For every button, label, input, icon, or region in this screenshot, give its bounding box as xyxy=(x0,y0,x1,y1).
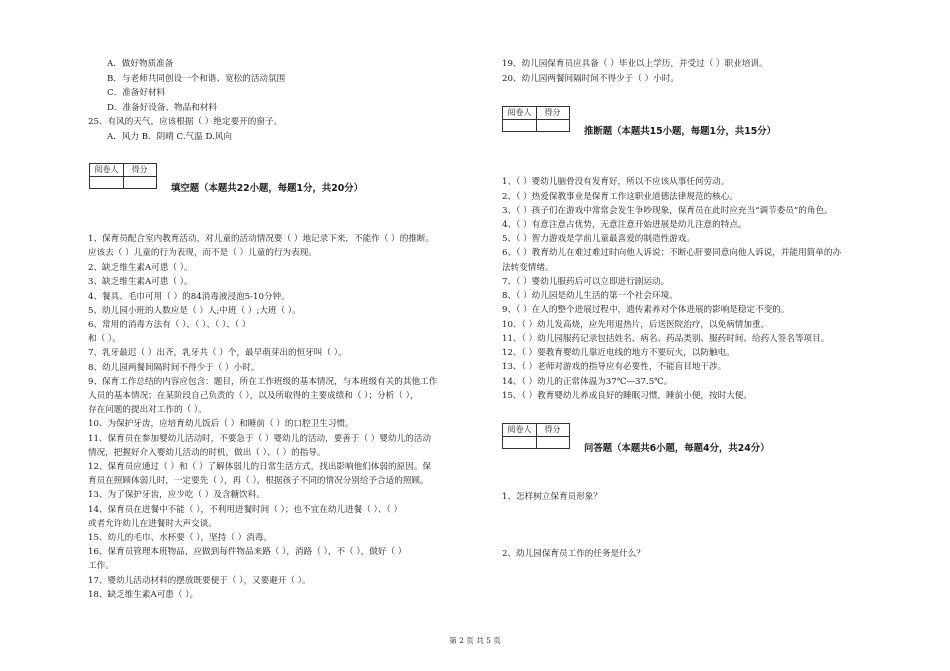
question-25: 25、有风的天气，应该根据（ ）绝定要开的窗子。 xyxy=(88,117,283,127)
list-item: 10、为保护牙齿，应培育幼儿饭后（ ）和睡前（ ）的口腔卫生习惯。 xyxy=(88,419,354,429)
list-item: 人员的基本情况；在某阶段自己负责的（ ），以及所取得的主要成绩和（ ）；分析（ ）， xyxy=(88,391,419,401)
list-item: 1、保育员配合室内教育活动，对儿童的活动情况要（ ）地记录下来，不能作（ ）的推断。 xyxy=(88,234,435,244)
list-item: 7、乳牙最迟（ ）出齐，乳牙共（ ）个，最早萌芽出的恒牙叫（ ）。 xyxy=(88,348,347,358)
list-item: 3、（ ）孩子们在游戏中常常会发生争吵现象，保育员在此时应充当“调节委员”的角色。 xyxy=(502,206,833,216)
section-title-fill-in: 填空题（本题共22小题，每题1分，共20分） xyxy=(171,183,363,194)
list-item: 育员在照顾体弱儿时，一定要先（ ），再（ ），根据孩子不同的情况分别给予合适的照顾。 xyxy=(88,476,429,486)
section-title-qa: 问答题（本题共6小题，每题4分，共24分） xyxy=(584,443,770,454)
list-item: 14、保育员在进餐中不能（ ），不利用进餐时间（ ）；也不宜在幼儿进餐（ ）、（ ） xyxy=(88,505,403,515)
score-box-label-grader: 阅卷人 xyxy=(507,425,532,434)
list-item: 5、幼儿园小班的人数应是（ ）人;中班（ ）;大班（ ）。 xyxy=(88,306,301,316)
score-box-fill xyxy=(89,163,157,189)
list-item: 应该去（ ）儿童的行为表现，而不是（ ）儿童的行为表现。 xyxy=(88,248,317,258)
section-title-judge: 推断题（本题共15小题，每题1分，共15分） xyxy=(584,126,776,137)
score-box-label-score: 得分 xyxy=(131,165,148,174)
list-item: 10、（ ）幼儿发高烧，应先用退热片，后送医院治疗，以免病情加重。 xyxy=(502,320,770,330)
list-item: 和（ ）。 xyxy=(88,334,121,344)
score-box-label-score: 得分 xyxy=(544,425,561,434)
list-item: 或者允许幼儿在进餐时大声交谈。 xyxy=(88,519,217,529)
list-item: 15、幼儿的毛巾、水杯要（ ），坚持（ ）消毒。 xyxy=(88,533,272,543)
list-item: 12、（ ）要教育婴幼儿靠近电线的地方不要玩火，以防触电。 xyxy=(502,348,735,358)
question-25-options: A．风力 B．阴晴 C.气温 D.风向 xyxy=(107,132,232,142)
score-box-qa xyxy=(502,423,570,449)
list-item: 11、保育员在参加婴幼儿活动时，不要急于（ ）婴幼儿的活动，要善于（ ）婴幼儿的活动 xyxy=(88,434,431,444)
list-item: 法转变情绪。 xyxy=(502,263,554,273)
question-19: 19、幼儿园保育员应具备（ ）毕业以上学历，并受过（ ）职业培训。 xyxy=(502,59,768,69)
option-d: D．准备好设备、物品和材料 xyxy=(107,103,218,113)
list-item: 1、（ ）婴幼儿脑骨没有发育好，所以不应该从事任何劳动。 xyxy=(502,177,730,187)
list-item: 14、（ ）幼儿的正常体温为37℃—37.5℃。 xyxy=(502,377,673,387)
list-item: 7、（ ）婴幼儿服药后可以立即进行剧运动。 xyxy=(502,277,670,287)
score-box-label-grader: 阅卷人 xyxy=(94,165,119,174)
page-number: 第 2 页 共 5 页 xyxy=(449,636,501,645)
list-item: 13、（ ）老师对游戏的指导应有必要性，不能盲目地干涉。 xyxy=(502,362,727,372)
list-item: 2、（ ）热爱保教事业是保育工作这职业道德法律规范的核心。 xyxy=(502,192,738,202)
list-item: 2、缺乏维生素A可患（ ）。 xyxy=(88,263,193,273)
list-item: 18、缺乏维生素A可患（ ）。 xyxy=(88,590,199,600)
list-item: 12、保育员应通过（ ）和（ ）了解体弱儿的日常生活方式，找出影响他们体弱的原因。保 xyxy=(88,462,431,472)
list-item: 6、常用的消毒方法有（ ）、（ ）、（ ）、（ ） xyxy=(88,320,251,330)
list-item: 17、婴幼儿活动材料的摆放既要便于（ ），又要避开（ ）。 xyxy=(88,576,311,586)
list-item: 5、（ ）智力游戏是学前儿童最喜爱的制造性游戏。 xyxy=(502,234,695,244)
list-item: 工作。 xyxy=(88,561,114,571)
question-20: 20、幼儿园两餐间隔时间不得少于（ ）小时。 xyxy=(502,74,679,84)
list-item: 15、（ ）教育婴幼儿养成良好的睡眠习惯，睡前小便，按时大便。 xyxy=(502,391,752,401)
list-item: 6、（ ）教育幼儿在难过难过时向他人诉说；不断心肝要同意向他人诉说，并能用简单的办 xyxy=(502,248,842,258)
score-box-label-score: 得分 xyxy=(544,108,561,117)
list-item: 情况，把握好介入婴幼儿活动的时机，做出（ ）、（ ）的指导。 xyxy=(88,448,326,458)
list-item: 3、缺乏维生素A可患（ ）。 xyxy=(88,277,193,287)
list-item: 存在问题的提出对工作的（ ）。 xyxy=(88,405,207,415)
qa-question-2: 2、幼儿园保育员工作的任务是什么？ xyxy=(502,549,645,559)
score-box-judge xyxy=(502,106,570,132)
list-item: 11、（ ）幼儿园服药记录包括姓名、病名、药品类别、服药时间、给药人签名等项目。 xyxy=(502,334,830,344)
qa-question-1: 1、怎样树立保育员形象？ xyxy=(502,492,602,502)
list-item: 13、为了保护牙齿，应少吃（ ）及含糖饮料。 xyxy=(88,490,265,500)
option-c: C．准备好材料 xyxy=(107,88,166,98)
list-item: 4、（ ）有意注意占优势，无意注意开始进展是幼儿注意的特点。 xyxy=(502,220,747,230)
option-b: B．与老师共同创设一个和谐、宽松的活动氛围 xyxy=(107,74,286,84)
list-item: 4、餐具、毛巾可用（ ）的84消毒液浸泡5-10分钟。 xyxy=(88,292,290,302)
list-item: 16、保育员管理本班物品，应做到每件物品来路（ ），消路（ ），不（ ），做好（ ） xyxy=(88,547,407,557)
list-item: 9、保育工作总结的内容应包含：题目，所在工作班级的基本情况，与本班级有关的其他工作 xyxy=(88,377,438,387)
list-item: 8、幼儿园两餐间隔时间不得少于（ ）小时。 xyxy=(88,363,260,373)
option-a: A．做好物质准备 xyxy=(107,59,174,69)
list-item: 9、（ ）在人的整个进展过程中，遗传素养对个体进展的影响是稳定不变的。 xyxy=(502,305,790,315)
score-box-label-grader: 阅卷人 xyxy=(507,108,532,117)
list-item: 8、（ ）幼儿园是幼儿生活的第一个社会环境。 xyxy=(502,291,678,301)
